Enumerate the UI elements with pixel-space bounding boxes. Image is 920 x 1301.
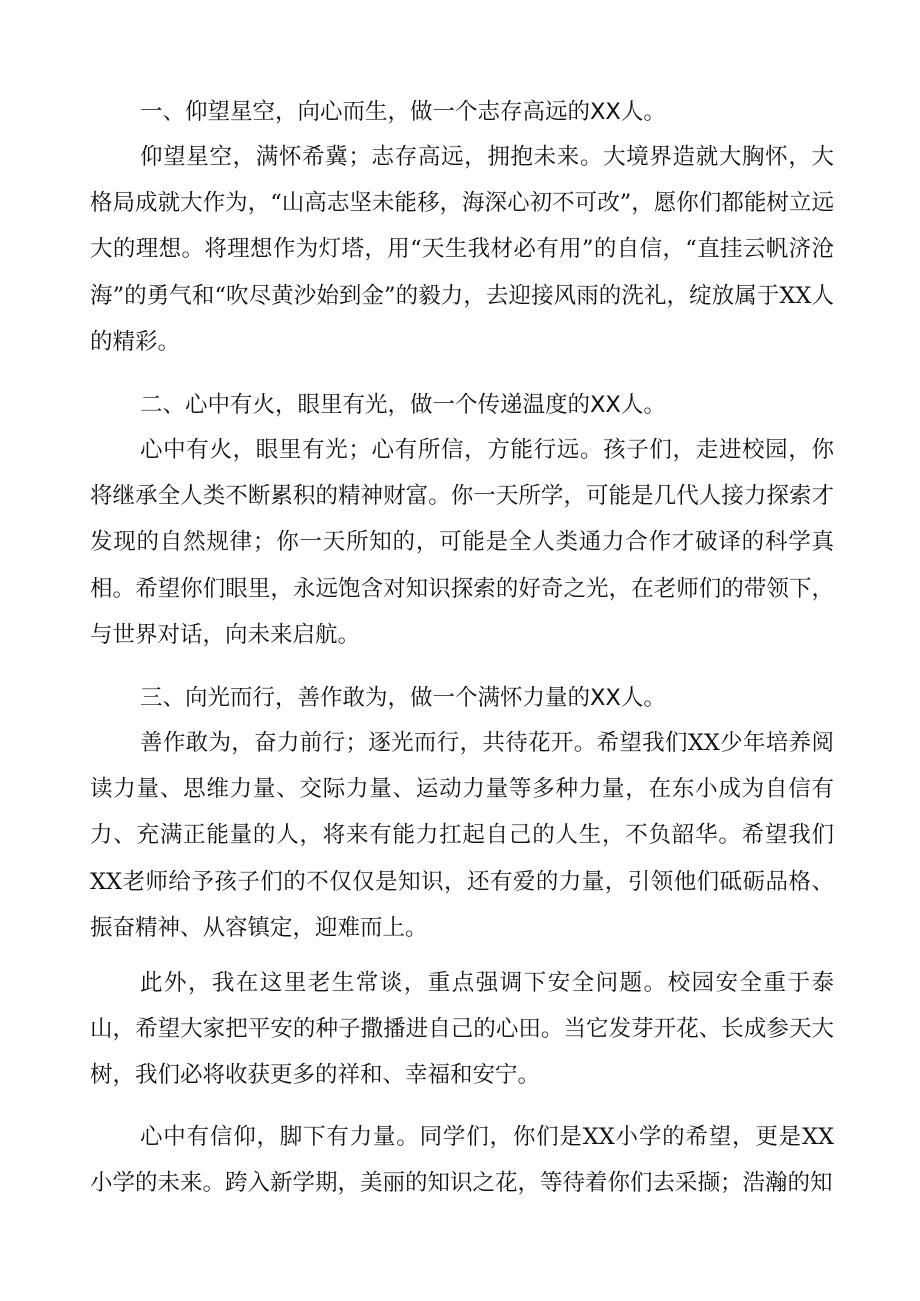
section-heading-1: 一、仰望星空，向心而生，做一个志存高远的XX人。 <box>140 99 666 125</box>
closing-paragraph-1: 此外，我在这里老生常谈，重点强调下安全问题。校园安全重于泰山，希望大家把平安的种子撒播进自己的心田。当它发芽开花、长成参天大树，我们必将收获更多的祥和、幸福和安宁。 <box>90 970 834 1089</box>
closing-paragraph-2: 心中有信仰，脚下有力量。同学们，你们是XX小学的希望，更是XX小学的未来。跨入新学期，美丽的知识之花，等待着你们去采撷；浩瀚的知 <box>90 1124 834 1197</box>
section-heading-2: 二、心中有火，眼里有光，做一个传递温度的XX人。 <box>140 392 666 418</box>
section-paragraph-3: 善作敢为，奋力前行；逐光而行，共待花开。希望我们XX少年培养阅读力量、思维力量、交际力量、运动力量等多种力量，在东小成为自信有力、充满正能量的人，将来有能力扛起自己的人生，不负韶华。希望我们XX老师给予孩子们的不仅仅是知识，还有爱的力量，引领他们砥砺品格、振奋精神、从容镇定，迎难而上。 <box>90 730 834 941</box>
section-heading-3: 三、向光而行，善作敢为，做一个满怀力量的XX人。 <box>140 685 666 711</box>
section-paragraph-2: 心中有火，眼里有光；心有所信，方能行远。孩子们，走进校园，你将继承全人类不断累积的精神财富。你一天所学，可能是几代人接力探索才发现的自然规律；你一天所知的，可能是全人类通力合作才破译的科学真相。希望你们眼里，永远饱含对知识探索的好奇之光，在老师们的带领下，与世界对话，向未来启航。 <box>90 437 834 648</box>
section-paragraph-1: 仰望星空，满怀希冀；志存高远，拥抱未来。大境界造就大胸怀，大格局成就大作为，“山高志坚未能移，海深心初不可改”，愿你们都能树立远大的理想。将理想作为灯塔，用“天生我材必有用”的自信，“直挂云帆济沧海”的勇气和“吹尽黄沙始到金”的毅力，去迎接风雨的洗礼，绽放属于XX人的精彩。 <box>90 144 834 355</box>
